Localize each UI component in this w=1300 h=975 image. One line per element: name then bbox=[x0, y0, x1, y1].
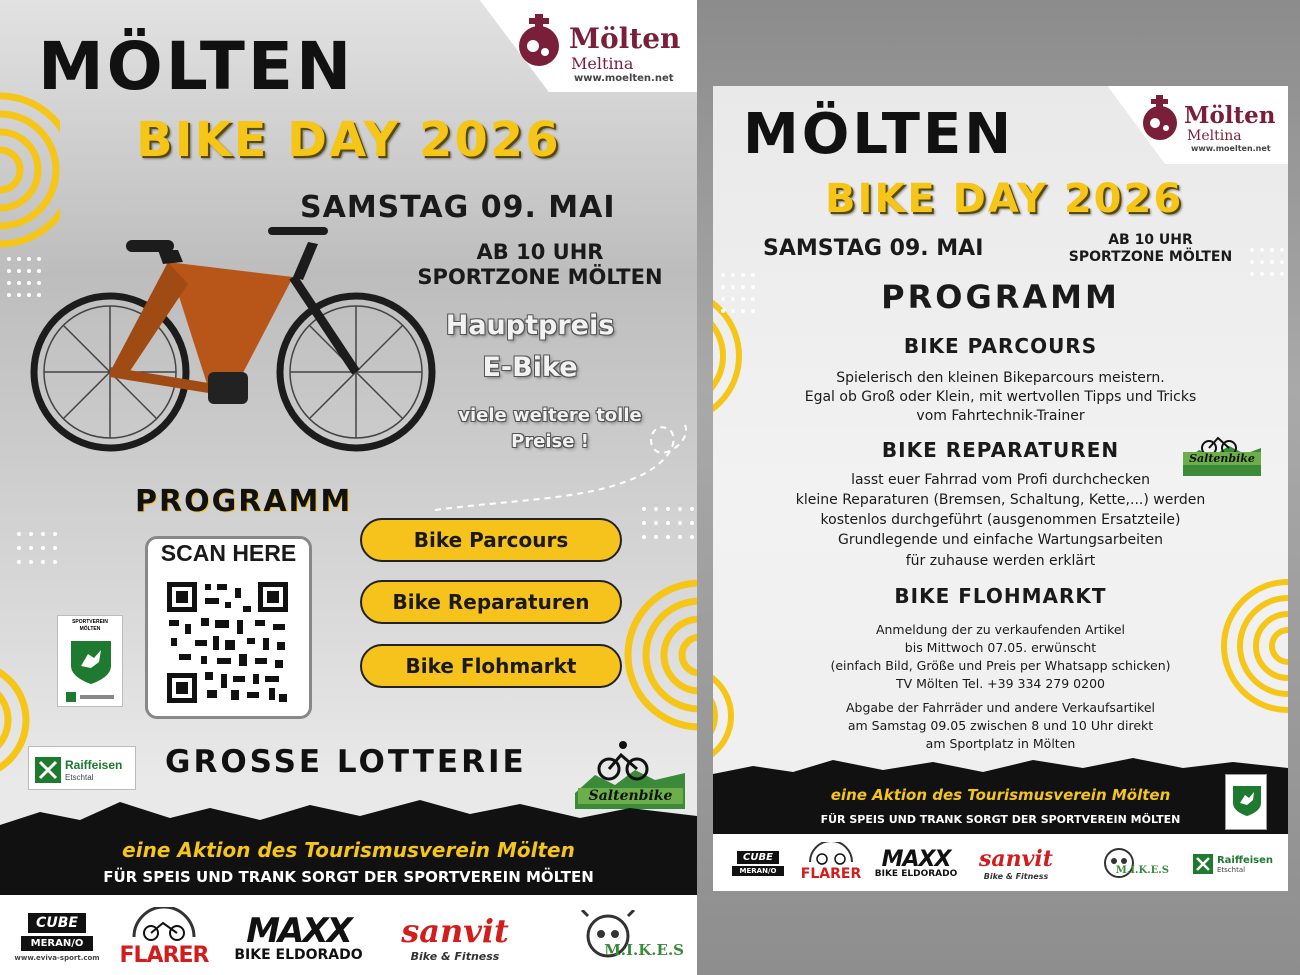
sportverein-badge bbox=[57, 615, 123, 707]
sponsor-mikes-name: M.I.K.E.S bbox=[1115, 865, 1169, 876]
event-place: SPORTZONE MÖLTEN bbox=[1068, 249, 1233, 265]
logo-sub: Meltina bbox=[571, 54, 634, 73]
section-flohmarkt-line: am Sportplatz in Mölten bbox=[925, 736, 1076, 751]
flarer-bike-icon bbox=[129, 907, 199, 943]
event-time: AB 10 UHR bbox=[476, 240, 604, 264]
event-subtitle: BIKE DAY 2026 bbox=[825, 176, 1184, 222]
sponsor-raiffeisen-sub: Etschtal bbox=[1216, 865, 1246, 874]
ibex-shield-icon bbox=[1230, 783, 1264, 817]
logo-url[interactable]: www.moelten.net bbox=[574, 73, 674, 84]
footer-organizer: eine Aktion des Tourismusverein Mölten bbox=[830, 786, 1171, 804]
sponsor-maxx-name: MAXX bbox=[881, 847, 951, 872]
sponsor-maxx-name: MAXX bbox=[246, 911, 351, 951]
event-subtitle: BIKE DAY 2026 bbox=[136, 112, 561, 168]
sponsor-maxx-sub: BIKE ELDORADO bbox=[874, 869, 958, 879]
sponsor-cube-sub: MERAN/O bbox=[21, 936, 94, 951]
sponsor-flarer[interactable] bbox=[118, 902, 210, 972]
sponsor-sanvit-sub: Bike & Fitness bbox=[410, 949, 500, 963]
footer-organizer: eine Aktion des Tourismusverein Mölten bbox=[122, 838, 575, 862]
raiffeisen-logo bbox=[28, 746, 136, 790]
sponsor-cube-sub: MERAN/O bbox=[732, 866, 785, 876]
section-repair-heading: BIKE REPARATUREN bbox=[881, 438, 1120, 462]
section-flohmarkt-line: (einfach Bild, Größe und Preis per Whatsapp schicken) bbox=[830, 658, 1171, 673]
event-date: SAMSTAG 09. MAI bbox=[300, 190, 616, 225]
e-bike-image-icon bbox=[18, 222, 448, 457]
ibex-shield-icon bbox=[66, 636, 116, 686]
event-time: AB 10 UHR bbox=[1108, 232, 1193, 248]
sponsor-cube[interactable] bbox=[725, 841, 791, 885]
sponsor-maxx-sub: BIKE ELDORADO bbox=[234, 947, 363, 963]
sponsor-maxx[interactable] bbox=[871, 840, 961, 886]
badge-line2: MÖLTEN bbox=[79, 626, 101, 632]
sponsor-mikes-name: M.I.K.E.S bbox=[604, 941, 684, 959]
section-flohmarkt-line: TV Mölten Tel. +39 334 279 0200 bbox=[895, 676, 1105, 691]
prize-more: viele weitere tolle bbox=[458, 405, 642, 426]
scan-here-label: SCAN HERE bbox=[160, 540, 297, 566]
footer-catering: FÜR SPEIS UND TRANK SORGT DER SPORTVEREIN MÖLTEN bbox=[103, 868, 594, 886]
bike-parcours-button[interactable]: Bike Parcours bbox=[360, 518, 622, 562]
section-repair-line: kostenlos durchgeführt (ausgenommen Ersatzteile) bbox=[820, 512, 1181, 528]
sponsor-flarer[interactable] bbox=[801, 838, 861, 886]
sportverein-badge bbox=[1225, 774, 1267, 830]
sponsor-sanvit[interactable] bbox=[392, 905, 518, 969]
qr-code-icon[interactable] bbox=[165, 580, 290, 705]
section-flohmarkt-line: am Samstag 09.05 zwischen 8 und 10 Uhr direkt bbox=[847, 718, 1154, 733]
saltenbike-logo-icon bbox=[1183, 426, 1261, 476]
sponsor-sanvit-name: sanvit bbox=[401, 911, 509, 950]
mountain-silhouette-icon bbox=[0, 790, 697, 840]
sponsor-cube-url: www.eviva-sport.com bbox=[14, 953, 100, 962]
section-flohmarkt-line: bis Mittwoch 07.05. erwünscht bbox=[904, 640, 1097, 655]
bike-reparaturen-button[interactable]: Bike Reparaturen bbox=[360, 580, 622, 624]
programm-heading: PROGRAMM bbox=[881, 278, 1120, 316]
page-title: MÖLTEN bbox=[743, 102, 1015, 167]
raiffeisen-small-icon bbox=[66, 690, 116, 704]
page-title: MÖLTEN bbox=[38, 28, 355, 105]
logo-name: Mölten bbox=[1184, 102, 1276, 129]
section-repair-line: Grundlegende und einfache Wartungsarbeiten bbox=[837, 532, 1164, 548]
saltenbike-label: Saltenbike bbox=[1183, 452, 1261, 465]
sponsor-sanvit-name: sanvit bbox=[979, 845, 1053, 872]
section-parcours-heading: BIKE PARCOURS bbox=[903, 334, 1098, 358]
prize-headline: Hauptpreis bbox=[445, 310, 615, 341]
prize-ebike: E-Bike bbox=[482, 352, 578, 383]
prize-more-2: Preise ! bbox=[511, 431, 589, 452]
section-flohmarkt-line: Anmeldung der zu verkaufenden Artikel bbox=[875, 622, 1126, 637]
saltenbike-label: Saltenbike bbox=[578, 788, 683, 804]
section-flohmarkt-heading: BIKE FLOHMARKT bbox=[894, 584, 1107, 608]
event-place: SPORTZONE MÖLTEN bbox=[417, 265, 663, 289]
section-repair-line: lasst euer Fahrrad vom Profi durchchecken bbox=[851, 472, 1150, 488]
section-parcours-line: vom Fahrtechnik-Trainer bbox=[916, 408, 1085, 424]
sponsor-maxx[interactable] bbox=[226, 902, 371, 972]
sponsor-cube-name: CUBE bbox=[28, 913, 86, 933]
poster-right bbox=[713, 86, 1288, 891]
event-date: SAMSTAG 09. MAI bbox=[763, 236, 984, 261]
section-repair-line: für zuhause werden erklärt bbox=[905, 553, 1096, 569]
flarer-bike-icon bbox=[807, 842, 855, 866]
footer-catering: FÜR SPEIS UND TRANK SORGT DER SPORTVEREIN MÖLTEN bbox=[820, 813, 1181, 826]
lottery-heading: GROSSE LOTTERIE bbox=[165, 744, 527, 780]
sponsor-flarer-name: FLARER bbox=[800, 866, 862, 882]
raiffeisen-sub: Etschtal bbox=[65, 773, 94, 782]
moelten-crest-icon bbox=[513, 10, 565, 70]
skull-logo-icon bbox=[1099, 843, 1139, 883]
logo-url[interactable]: www.moelten.net bbox=[1191, 144, 1271, 153]
badge-line1: SPORTVEREIN bbox=[72, 619, 108, 625]
logo-name: Mölten bbox=[569, 22, 681, 55]
section-parcours-line: Egal ob Groß oder Klein, mit wertvollen Tipps und Tricks bbox=[804, 389, 1197, 405]
raiffeisen-cross-icon bbox=[1193, 854, 1213, 874]
sponsor-cube-name: CUBE bbox=[737, 851, 779, 864]
moelten-crest-icon bbox=[1138, 92, 1182, 144]
sponsor-raiffeisen[interactable] bbox=[1183, 844, 1283, 884]
logo-sub: Meltina bbox=[1187, 128, 1242, 144]
sponsor-mikes[interactable] bbox=[1069, 838, 1169, 888]
sponsor-mikes[interactable] bbox=[528, 905, 688, 971]
mountain-silhouette-icon bbox=[713, 754, 1288, 786]
raiffeisen-cross-icon bbox=[35, 757, 61, 783]
raiffeisen-name: Raiffeisen bbox=[65, 758, 123, 772]
programm-heading: PROGRAMM bbox=[135, 484, 353, 519]
sponsor-sanvit[interactable] bbox=[971, 840, 1061, 886]
dot-grid-icon bbox=[15, 530, 63, 566]
bike-flohmarkt-button[interactable]: Bike Flohmarkt bbox=[360, 644, 622, 688]
section-repair-line: kleine Reparaturen (Bremsen, Schaltung, Kette,...) werden bbox=[795, 492, 1206, 508]
section-flohmarkt-line: Abgabe der Fahrräder und andere Verkaufsartikel bbox=[845, 700, 1156, 715]
section-parcours-line: Spielerisch den kleinen Bikeparcours meistern. bbox=[836, 370, 1165, 386]
sponsor-raiffeisen-name: Raiffeisen bbox=[1216, 854, 1274, 866]
sponsor-sanvit-sub: Bike & Fitness bbox=[983, 871, 1049, 881]
sponsor-cube[interactable] bbox=[12, 905, 102, 969]
sponsor-flarer-name: FLARER bbox=[119, 942, 209, 968]
